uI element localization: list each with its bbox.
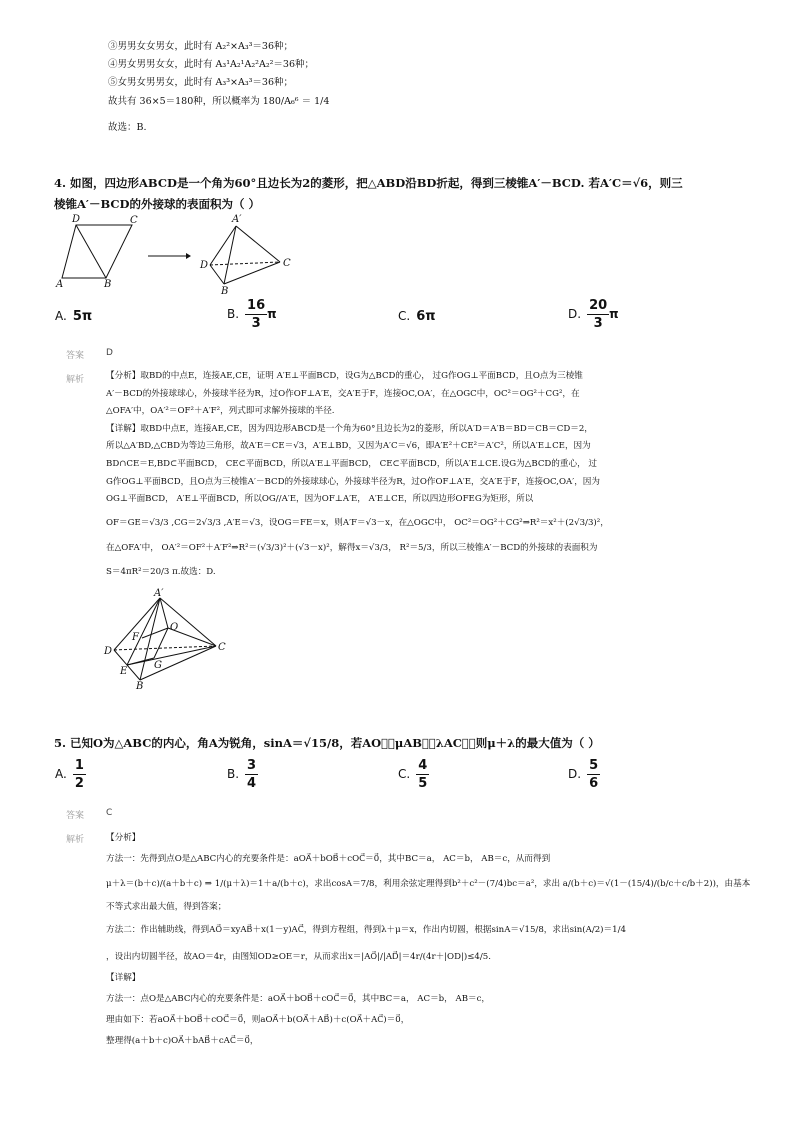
rhombus-label-a: A bbox=[56, 279, 64, 290]
tetrahedron-figure bbox=[199, 214, 291, 296]
q5-stem: 5. 已知O为△ABC的内心，角A为锐角，sinA＝√15/8，若AO⃗＝μAB⃗＋λAC⃗，则μ＋λ的最大值为（ ） bbox=[54, 736, 600, 750]
probability-line: 故共有 36×5＝180种，所以概率为 180/A₆⁶ ＝ 1/4 bbox=[108, 96, 330, 107]
fig2-label-a: A′ bbox=[154, 588, 164, 599]
q4-analysis-line: 所以△A′BD,△CBD为等边三角形，故A′E＝CE＝√3，A′E⊥BD，又因为A′C＝√6，即A′E²＋CE²＝A′C²，所以A′E⊥CE，因为 bbox=[106, 441, 591, 452]
q4-stem-line2: 棱锥A′－BCD的外接球的表面积为（ ） bbox=[54, 197, 261, 211]
q4-option-d: D. $\frac{20}{3}$ π bbox=[568, 297, 619, 331]
q4-figure bbox=[50, 212, 310, 296]
case-5-line: ⑤女男女男男女，此时有 A₃³×A₃³＝36种； bbox=[108, 77, 294, 88]
fig2-label-d: D bbox=[104, 646, 113, 657]
case-3-line: ③男男女女男女，此时有 A₂²×A₃³＝36种； bbox=[108, 41, 294, 52]
q5-answer: C bbox=[106, 808, 113, 818]
fig2-label-o: O bbox=[170, 622, 179, 633]
q5-option-b: B. $\frac{3}{4}$ bbox=[227, 757, 257, 791]
q4-stem-line1: 4. 如图，四边形ABCD是一个角为60°且边长为2的菱形，把△ABD沿BD折起，得到三棱锥A′－BCD. 若A′C＝√6，则三 bbox=[54, 176, 683, 190]
q4-analysis-line: 【分析】取BD的中点E，连接AE,CE，证明 A′E⊥平面BCD，设G为△BCD的重心， 过G作OG⊥平面BCD，且O点为三棱锥 bbox=[106, 371, 583, 381]
q4-option-a: A. 5π bbox=[55, 308, 93, 324]
rhombus-label-c: C bbox=[130, 215, 138, 226]
tetra1-label-d: D bbox=[200, 260, 209, 271]
q5-analysis-line: 方法一：点O是△ABC内心的充要条件是：aOA⃗＋bOB⃗＋cOC⃗＝0⃗，其中BC＝a， AC＝b， AB＝c， bbox=[106, 994, 491, 1004]
q4-analysis-line: OG⊥平面BCD， A′E⊥平面BCD，所以OG//A′E，因为OF⊥A′E， A′E⊥CE，所以四边形OFEG为矩形，所以 bbox=[106, 494, 534, 505]
q4-analysis-line: 在△OFA′中， OA′²＝OF²＋A′F²⇒R²＝(√3/3)²＋(√3－x)²，解得x＝√3/3， R²＝5/3，所以三棱锥A′－BCD的外接球的表面积为 bbox=[106, 543, 598, 554]
fig2-label-f: F bbox=[132, 632, 139, 643]
q5-analysis-line: 方法二：作出辅助线，得到AO⃗＝xyAB⃗＋x(1－y)AC⃗，得到方程组，得到λ＋μ＝x，作出内切圆，根据sinA＝√15/8，求出sin(A/2)＝1/4 bbox=[106, 925, 626, 935]
q4-option-b: B. $\frac{16}{3}$ π bbox=[227, 297, 277, 331]
fig2-label-c: C bbox=[218, 642, 226, 653]
q4-analysis-line: OF＝GE＝√3/3 ,CG＝2√3/3 ,A′E＝√3，设OG＝FE＝x，则A′F＝√3－x，在△OGC中， OC²＝OG²＋CG²⇒R²＝x²＋(2√3/3)²， bbox=[106, 517, 609, 528]
q5-answer-tag: 答案 bbox=[66, 811, 85, 821]
q5-analysis bbox=[106, 828, 751, 1052]
fig2-label-g: G bbox=[154, 660, 162, 671]
q4-answer: D bbox=[106, 348, 113, 358]
tetra1-label-b: B bbox=[221, 286, 229, 296]
q4-answer-tag: 答案 bbox=[66, 351, 85, 361]
q5-analysis-line: 整理得(a＋b＋c)OA⃗＋bAB⃗＋cAC⃗＝0⃗， bbox=[106, 1036, 259, 1046]
q4-analysis-tag: 解析 bbox=[66, 375, 85, 385]
rhombus-label-b: B bbox=[104, 279, 112, 290]
q5-analysis-line: ，设出内切圆半径，故AO＝4r，由图知OD≥OE＝r，从而求出x＝|AO⃗|/|AD⃗|＝4r/(4r＋|OD|)≤4/5. bbox=[106, 952, 491, 962]
tetra1-label-a: A′ bbox=[232, 214, 242, 225]
q5-option-a: A. $\frac{1}{2}$ bbox=[55, 757, 84, 791]
fig2-label-e: E bbox=[120, 666, 128, 677]
q4-analysis-line: 【详解】取BD中点E，连接AE,CE，因为四边形ABCD是一个角为60°且边长为2的菱形，所以A′D＝A′B＝BD＝CB＝CD＝2， bbox=[106, 423, 593, 434]
q5-analysis-line: 不等式求出最大值，得到答案； bbox=[106, 902, 227, 912]
q4-analysis-line: S＝4πR²＝20/3 π.故选：D. bbox=[106, 566, 216, 577]
q4-solution-figure bbox=[102, 588, 242, 692]
q5-analysis-tag: 解析 bbox=[66, 835, 85, 845]
choice-line: 故选：B. bbox=[108, 122, 147, 133]
q5-option-c: C. $\frac{4}{5}$ bbox=[398, 757, 428, 791]
q4-option-c: C. 6π bbox=[398, 308, 436, 324]
q4-analysis-line: A′－BCD的外接球球心，外接球半径为R，过O作OF⊥A′E，交A′E于F，连接OC,OA′，在△OGC中，OC²＝OG²＋CG²，在 bbox=[106, 388, 580, 399]
q5-analysis-line: 【详解】 bbox=[106, 973, 141, 983]
fig2-label-b: B bbox=[136, 681, 144, 692]
arrow-icon bbox=[148, 253, 191, 259]
q5-analysis-line: 方法一：先得到点O是△ABC内心的充要条件是：aOA⃗＋bOB⃗＋cOC⃗＝0⃗，其中BC＝a， AC＝b， AB＝c，从而得到 bbox=[106, 854, 551, 864]
q5-option-d: D. $\frac{5}{6}$ bbox=[568, 757, 599, 791]
q5-analysis-line: 【分析】 bbox=[106, 833, 141, 843]
q5-analysis-line: μ＋λ＝(b＋c)/(a＋b＋c) ⇒ 1/(μ＋λ)＝1＋a/(b＋c)，求出cosA＝7/8，利用余弦定理得到b²＋c²－(7/4)bc＝a²，求出 a/(b＋c)＝√(1－(15/4)/(b/c＋c/b＋2))，由基本 bbox=[106, 879, 751, 889]
case-4-line: ④男女男男女女，此时有 A₃¹A₂¹A₂²A₂²＝36种； bbox=[108, 59, 315, 70]
q5-analysis-line: 理由如下：若aOA⃗＋bOB⃗＋cOC⃗＝0⃗，则aOA⃗＋b(OA⃗＋AB⃗)＋c(OA⃗＋AC⃗)＝0⃗， bbox=[106, 1015, 410, 1025]
q4-analysis bbox=[106, 368, 726, 582]
rhombus-label-d: D bbox=[72, 214, 81, 225]
q4-analysis-line: BD∩CE＝E,BD⊂平面BCD， CE⊂平面BCD，所以A′E⊥平面BCD， CE⊂平面BCD，所以A′E⊥CE.设G为△BCD的重心， 过 bbox=[106, 458, 597, 469]
rhombus-figure bbox=[55, 214, 138, 290]
tetra1-label-c: C bbox=[283, 258, 291, 269]
q4-analysis-line: G作OG⊥平面BCD，且O点为三棱锥A′－BCD的外接球球心，外接球半径为R，过O作OF⊥A′E，交A′E于F，连接OC,OA′，因为 bbox=[106, 476, 600, 487]
q4-analysis-line: △OFA′中，OA′²＝OF²＋A′F²，列式即可求解外接球的半径. bbox=[106, 406, 335, 417]
